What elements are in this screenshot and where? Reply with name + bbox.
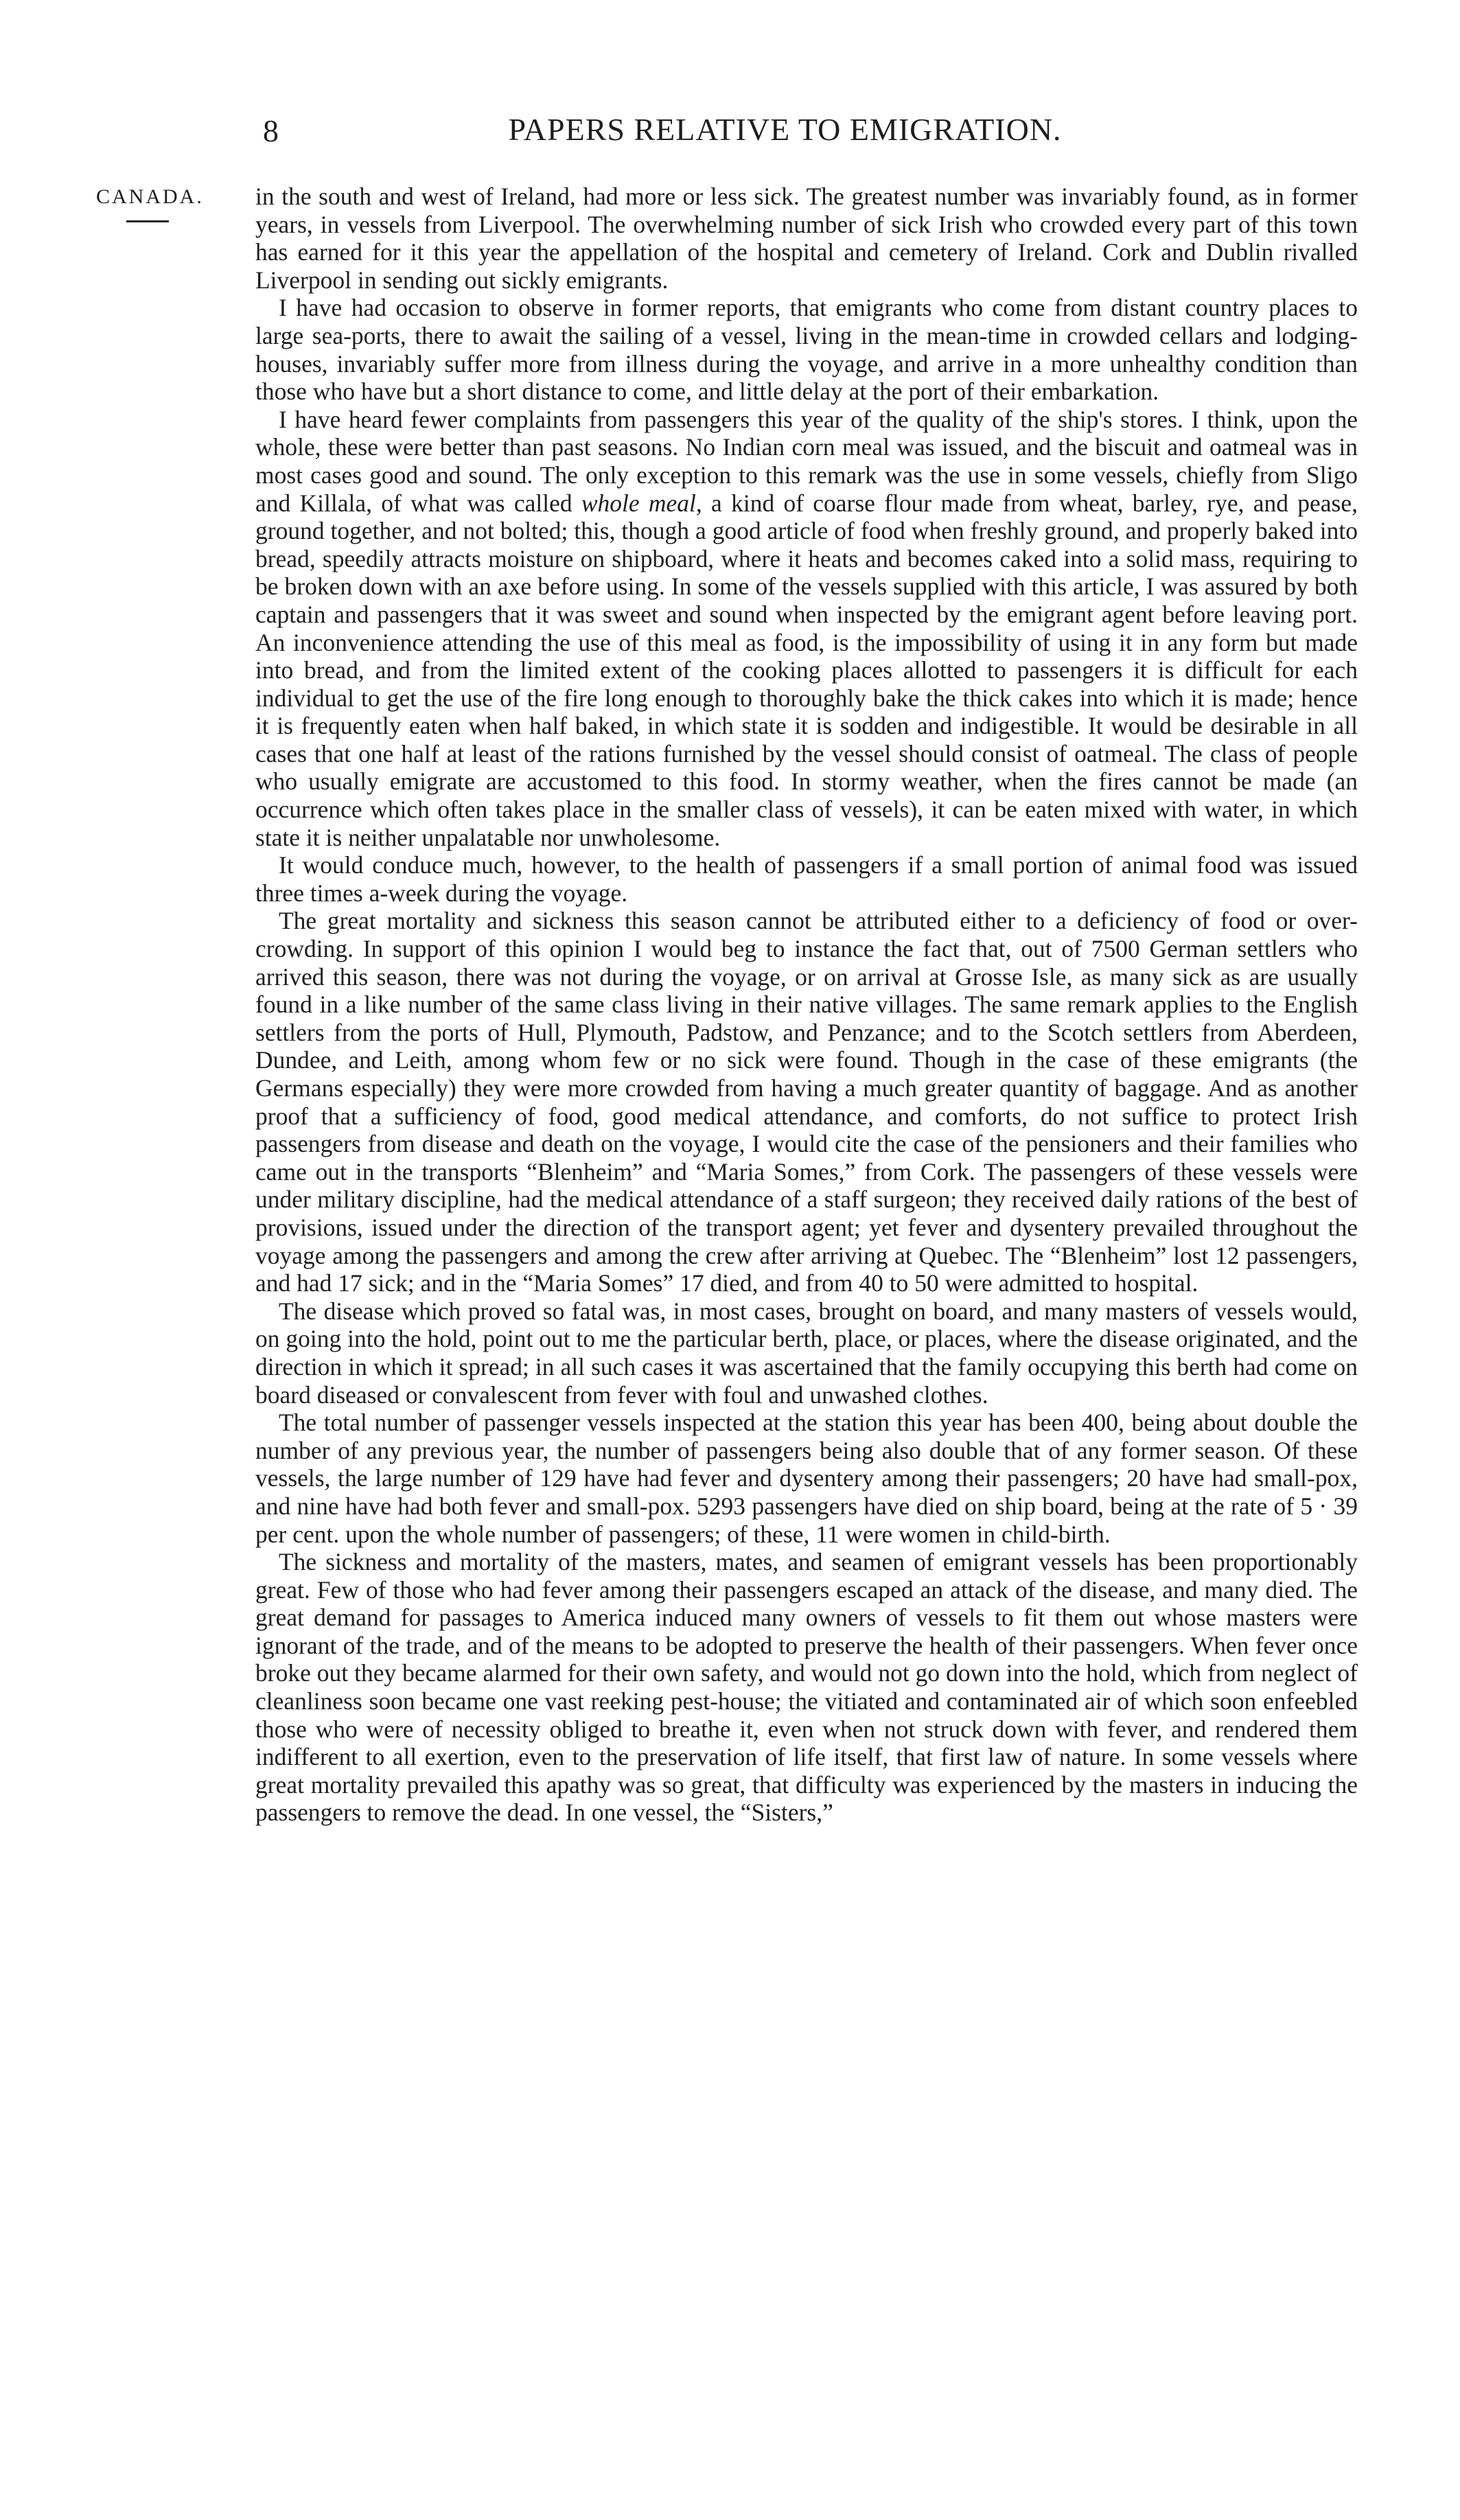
paragraph: It would conduce much, however, to the health of passengers if a small portion of animal food was issued three times a-week during the voyage. — [255, 851, 1358, 907]
paragraph — [255, 406, 1358, 852]
margin-note: CANADA. — [96, 185, 204, 208]
page-number: 8 — [263, 113, 279, 148]
paragraph: The disease which proved so fatal was, in most cases, brought on board, and many masters of vessels would, on going into the hold, point out to me the particular berth, place, or places, where the disease originated, and the direction in which it spread; in all such cases it was ascertained that the family occupying this berth had come on board diseased or convalescent from fever with foul and unwashed clothes. — [255, 1297, 1358, 1409]
running-title: PAPERS RELATIVE TO EMIGRATION. — [508, 112, 1062, 147]
body-text — [255, 183, 1358, 1827]
paragraph: The great mortality and sickness this season cannot be attributed either to a deficiency of food or over-crowding. In support of this opinion I would beg to instance the fact that, out of 7500 German settlers who arrived this season, there was not during the voyage, or on arrival at Grosse Isle, as many sick as are usually found in a like number of the same class living in their native villages. The same remark applies to the English settlers from the ports of Hull, Plymouth, Padstow, and Penzance; and to the Scotch settlers from Aberdeen, Dundee, and Leith, among whom few or no sick were found. Though in the case of these emigrants (the Germans especially) they were more crowded from having a much greater quantity of baggage. And as another proof that a sufficiency of food, good medical attendance, and comforts, do not suffice to protect Irish passengers from disease and death on the voyage, I would cite the case of the pensioners and their families who came out in the transports “Blenheim” and “Maria Somes,” from Cork. The passengers of these vessels were under military discipline, had the medical attendance of a staff surgeon; they received daily rations of the best of provisions, issued under the direction of the transport agent; yet fever and dysentery prevailed throughout the voyage among the passengers and among the crew after arriving at Quebec. The “Blenheim” lost 12 passengers, and had 17 sick; and in the “Maria Somes” 17 died, and from 40 to 50 were admitted to hospital. — [255, 907, 1358, 1297]
margin-note-rule — [126, 220, 169, 222]
emphasis-text: whole meal, — [581, 489, 702, 517]
paragraph-text: I have heard fewer complaints from passengers this year of the quality of the ship's stores. I think, upon the whole, these were better than past seasons. No Indian corn meal was issued, and the biscuit and oatmeal was in most cases good and sound. The only exception to this remark was the use in some vessels, chiefly from Sligo and Killala, of what was called — [255, 405, 1358, 517]
paragraph: The sickness and mortality of the masters, mates, and seamen of emigrant vessels has been proportionably great. Few of those who had fever among their passengers escaped an attack of the disease, and many died. The great demand for passages to America induced many owners of vessels to fit them out whose masters were ignorant of the trade, and of the means to be adopted to preserve the health of their passengers. When fever once broke out they became alarmed for their own safety, and would not go down into the hold, which from neglect of cleanliness soon became one vast reeking pest-house; the vitiated and contaminated air of which soon enfeebled those who were of necessity obliged to breathe it, even when not struck down with fever, and rendered them indifferent to all exertion, even to the preservation of life itself, that first law of nature. In some vessels where great mortality prevailed this apathy was so great, that difficulty was experienced by the masters in inducing the passengers to remove the dead. In one vessel, the “Sisters,” — [255, 1548, 1358, 1827]
paragraph: in the south and west of Ireland, had more or less sick. The greatest number was invariably found, as in former years, in vessels from Liverpool. The overwhelming number of sick Irish who crowded every part of this town has earned for it this year the appellation of the hospital and cemetery of Ireland. Cork and Dublin rivalled Liverpool in sending out sickly emigrants. — [255, 183, 1358, 294]
paragraph: The total number of passenger vessels inspected at the station this year has been 400, being about double the number of any previous year, the number of passengers being also double that of any former season. Of these vessels, the large number of 129 have had fever and dysentery among their passengers; 20 have had small-pox, and nine have had both fever and small-pox. 5293 passengers have died on ship board, being at the rate of 5 · 39 per cent. upon the whole number of passengers; of these, 11 were women in child-birth. — [255, 1409, 1358, 1548]
paragraph-text: a kind of coarse flour made from wheat, barley, rye, and pease, ground together, and not bolted; this, though a good article of food when freshly ground, and properly baked into bread, speedily attracts moisture on shipboard, where it heats and becomes caked into a solid mass, requiring to be broken down with an axe before using. In some of the vessels supplied with this article, I was assured by both captain and passengers that it was sweet and sound when inspected by the emigrant agent before leaving port. An inconvenience attending the use of this meal as food, is the impossibility of using it in any form but made into bread, and from the limited extent of the cooking places allotted to passengers it is difficult for each individual to get the use of the fire long enough to thoroughly bake the thick cakes into which it is made; hence it is frequently eaten when half baked, in which state it is sodden and indigestible. It would be desirable in all cases that one half at least of the rations furnished by the vessel should consist of oatmeal. The class of people who usually emigrate are accustomed to this food. In stormy weather, when the fires cannot be made (an occurrence which often takes place in the smaller class of vessels), it can be eaten mixed with water, in which state it is neither unpalatable nor unwholesome. — [255, 489, 1358, 851]
paragraph: I have had occasion to observe in former reports, that emigrants who come from distant country places to large sea-ports, there to await the sailing of a vessel, living in the mean-time in crowded cellars and lodging-houses, invariably suffer more from illness during the voyage, and arrive in a more unhealthy condition than those who have but a short distance to come, and little delay at the port of their embarkation. — [255, 294, 1358, 406]
